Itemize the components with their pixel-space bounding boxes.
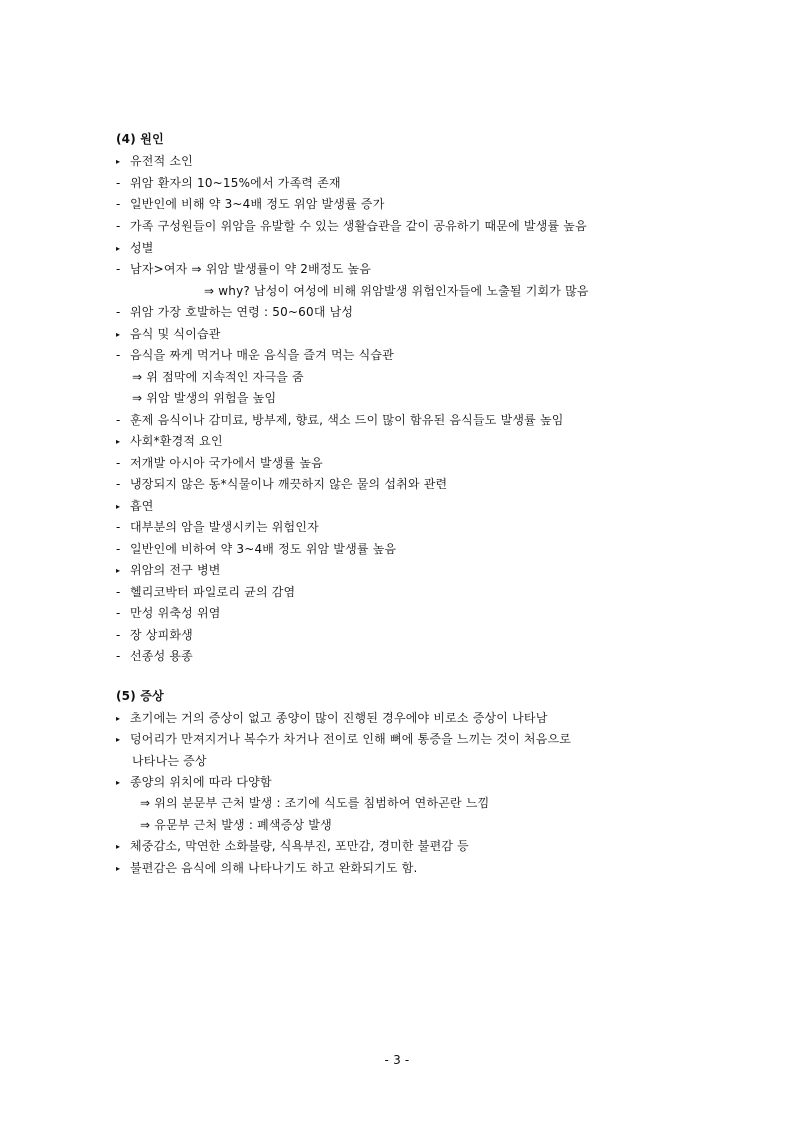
list-item-text: 선종성 용종 bbox=[130, 649, 193, 663]
list-item-text: 성별 bbox=[130, 241, 154, 255]
list-item bbox=[116, 860, 418, 877]
list-item-text: 저개발 아시아 국가에서 발생률 높음 bbox=[130, 456, 323, 470]
list-item bbox=[116, 153, 193, 170]
list-item bbox=[116, 347, 394, 363]
list-item-text: 사회*환경적 요인 bbox=[130, 434, 223, 448]
dash-marker: - bbox=[116, 649, 121, 663]
bullet-icon: ▸ bbox=[116, 735, 121, 744]
dash-marker: - bbox=[116, 585, 121, 599]
list-item bbox=[116, 304, 353, 320]
dash-marker: - bbox=[116, 197, 121, 211]
list-item bbox=[116, 175, 341, 191]
list-item bbox=[116, 455, 323, 471]
list-item-continuation bbox=[140, 795, 489, 811]
list-item-text: ⇒ 위 점막에 지속적인 자극을 줌 bbox=[132, 370, 304, 384]
list-item bbox=[116, 498, 154, 515]
dash-marker: - bbox=[116, 628, 121, 642]
dash-marker: - bbox=[116, 305, 121, 319]
list-item-text: 위암 환자의 10~15%에서 가족력 존재 bbox=[130, 176, 341, 190]
list-item-continuation bbox=[132, 369, 304, 385]
list-item-text: 냉장되지 않은 동*식물이나 깨끗하지 않은 물의 섭취와 관련 bbox=[130, 477, 448, 491]
list-item bbox=[116, 541, 396, 557]
list-item bbox=[116, 326, 221, 343]
bullet-icon: ▸ bbox=[116, 437, 121, 446]
section-title-causes: (4) 원인 bbox=[116, 132, 164, 146]
list-item-text: 덩어리가 만져지거나 복수가 차거나 전이로 인해 뼈에 통증을 느끼는 것이 처음으로 bbox=[130, 732, 572, 746]
list-item-continuation bbox=[140, 817, 332, 833]
bullet-icon: ▸ bbox=[116, 157, 121, 166]
page-number: - 3 - bbox=[384, 1053, 410, 1067]
list-item-continuation bbox=[132, 390, 276, 406]
bullet-icon: ▸ bbox=[116, 502, 121, 511]
list-item bbox=[116, 584, 295, 600]
list-item-text: 남자>여자 ⇒ 위암 발생률이 약 2배정도 높음 bbox=[130, 262, 372, 276]
list-item-text: 위암 가장 호발하는 연령 : 50~60대 남성 bbox=[130, 305, 354, 319]
bullet-icon: ▸ bbox=[116, 330, 121, 339]
list-item-text: 나타나는 증상 bbox=[132, 754, 207, 768]
dash-marker: - bbox=[116, 520, 121, 534]
list-item-text: 음식을 짜게 먹거나 매운 음식을 즐겨 먹는 식습관 bbox=[130, 348, 394, 362]
dash-marker: - bbox=[116, 456, 121, 470]
list-item bbox=[116, 605, 221, 621]
list-item bbox=[116, 476, 447, 492]
dash-marker: - bbox=[116, 477, 121, 491]
list-item-text: 불편감은 음식에 의해 나타나기도 하고 완화되기도 함. bbox=[130, 861, 418, 875]
list-item-text: 음식 및 식이습관 bbox=[130, 327, 221, 341]
list-item-continuation bbox=[132, 753, 207, 769]
list-item bbox=[116, 838, 469, 855]
list-item-text: 만성 위축성 위염 bbox=[130, 606, 221, 620]
list-item-text: 일반인에 비해 약 3~4배 정도 위암 발생률 증가 bbox=[130, 197, 385, 211]
list-item bbox=[116, 648, 193, 664]
list-item bbox=[116, 196, 385, 212]
list-item-text: 흡연 bbox=[130, 499, 154, 513]
list-item bbox=[116, 562, 221, 579]
dash-marker: - bbox=[116, 606, 121, 620]
bullet-icon: ▸ bbox=[116, 864, 121, 873]
list-item-text: 유전적 소인 bbox=[130, 154, 193, 168]
dash-marker: - bbox=[116, 542, 121, 556]
list-item-text: 헬리코박터 파일로리 균의 감염 bbox=[130, 585, 296, 599]
dash-marker: - bbox=[116, 219, 121, 233]
bullet-icon: ▸ bbox=[116, 842, 121, 851]
list-item bbox=[116, 433, 223, 450]
bullet-icon: ▸ bbox=[116, 778, 121, 787]
list-item bbox=[116, 218, 587, 234]
dash-marker: - bbox=[116, 176, 121, 190]
list-item-continuation bbox=[204, 283, 589, 299]
list-item-text: 일반인에 비하여 약 3~4배 정도 위암 발생률 높음 bbox=[130, 542, 397, 556]
list-item bbox=[116, 519, 319, 535]
dash-marker: - bbox=[116, 262, 121, 276]
dash-marker: - bbox=[116, 413, 121, 427]
list-item bbox=[116, 710, 548, 727]
list-item bbox=[116, 774, 272, 791]
list-item-text: ⇒ 유문부 근처 발생 : 폐색증상 발생 bbox=[140, 818, 332, 832]
list-item-text: 가족 구성원들이 위암을 유발할 수 있는 생활습관을 같이 공유하기 때문에 발생률 높음 bbox=[130, 219, 587, 233]
list-item-text: 대부분의 암을 발생시키는 위험인자 bbox=[130, 520, 319, 534]
list-item bbox=[116, 261, 371, 277]
list-item-text: 장 상피화생 bbox=[130, 628, 193, 642]
list-item-text: 훈제 음식이나 감미료, 방부제, 향료, 색소 드이 많이 함유된 음식들도 발생률 높임 bbox=[130, 413, 564, 427]
list-item-text: ⇒ 위의 분문부 근처 발생 : 조기에 식도를 침범하여 연하곤란 느낌 bbox=[140, 796, 490, 810]
list-item-text: 체중감소, 막연한 소화불량, 식욕부진, 포만감, 경미한 불편감 등 bbox=[130, 839, 469, 853]
bullet-icon: ▸ bbox=[116, 714, 121, 723]
list-item-text: 초기에는 거의 증상이 없고 종양이 많이 진행된 경우에야 비로소 증상이 나타남 bbox=[130, 711, 548, 725]
list-item bbox=[116, 731, 571, 748]
bullet-icon: ▸ bbox=[116, 566, 121, 575]
list-item-text: ⇒ 위암 발생의 위험을 높임 bbox=[132, 391, 277, 405]
list-item bbox=[116, 240, 154, 257]
list-item bbox=[116, 412, 564, 428]
section-title-symptoms: (5) 증상 bbox=[116, 689, 164, 703]
dash-marker: - bbox=[116, 348, 121, 362]
list-item bbox=[116, 627, 193, 643]
list-item-text: 종양의 위치에 따라 다양함 bbox=[130, 775, 272, 789]
list-item-text: ⇒ why? 남성이 여성에 비해 위암발생 위험인자들에 노출될 기회가 많음 bbox=[204, 284, 589, 298]
list-item-text: 위암의 전구 병변 bbox=[130, 563, 221, 577]
bullet-icon: ▸ bbox=[116, 244, 121, 253]
